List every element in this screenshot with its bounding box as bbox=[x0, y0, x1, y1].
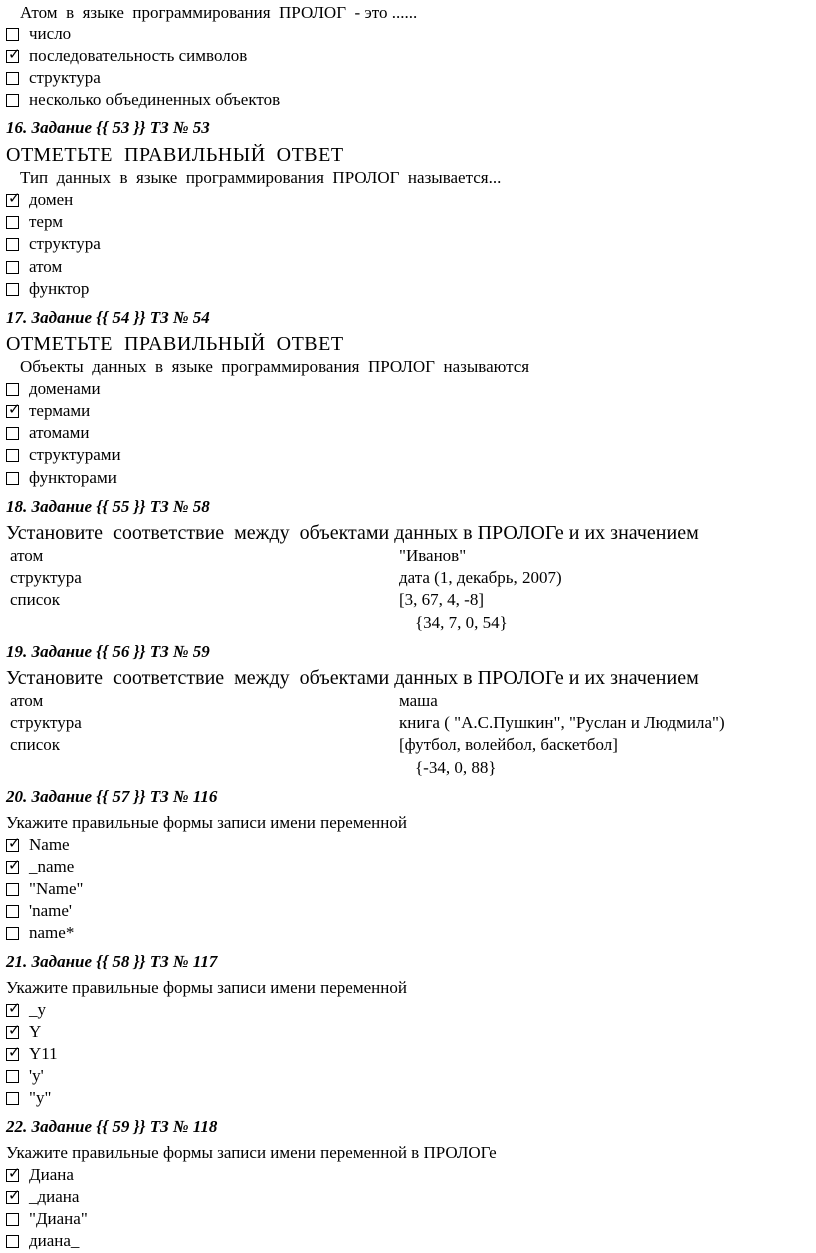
option[interactable] bbox=[6, 89, 280, 111]
option-label: "y" bbox=[29, 1088, 52, 1107]
option[interactable] bbox=[6, 467, 117, 489]
checkbox[interactable] bbox=[6, 1026, 19, 1039]
option[interactable] bbox=[6, 278, 89, 300]
option-label: термами bbox=[29, 401, 91, 420]
option[interactable] bbox=[6, 1087, 51, 1109]
checkbox[interactable] bbox=[6, 72, 19, 85]
match-left-item: структура bbox=[10, 568, 82, 587]
option[interactable] bbox=[6, 23, 71, 45]
option[interactable] bbox=[6, 189, 73, 211]
task-instruction: Установите соответствие между объектами данных в ПРОЛОГе и их значением bbox=[6, 522, 699, 544]
match-right-item: {34, 7, 0, 54} bbox=[415, 613, 508, 632]
match-left-item: атом bbox=[10, 691, 44, 710]
question-text: Атом в языке программирования ПРОЛОГ - это ...... bbox=[20, 3, 418, 22]
checkbox[interactable] bbox=[6, 861, 19, 874]
checkbox[interactable] bbox=[6, 194, 19, 207]
option-label: несколько объединенных объектов bbox=[29, 90, 281, 109]
option[interactable] bbox=[6, 856, 74, 878]
option[interactable] bbox=[6, 67, 101, 89]
option[interactable] bbox=[6, 400, 90, 422]
option-label: Y11 bbox=[29, 1044, 58, 1063]
option-label: _name bbox=[29, 857, 75, 876]
option[interactable] bbox=[6, 922, 74, 944]
option[interactable] bbox=[6, 1021, 41, 1043]
option-label: 'y' bbox=[29, 1066, 44, 1085]
option-label: структура bbox=[29, 234, 101, 253]
task-heading: 22. Задание {{ 59 }} ТЗ № 118 bbox=[6, 1117, 218, 1136]
option[interactable] bbox=[6, 878, 83, 900]
option-label: диана_ bbox=[29, 1231, 80, 1250]
task-instruction: ОТМЕТЬТЕ ПРАВИЛЬНЫЙ ОТВЕТ bbox=[6, 144, 344, 166]
match-right-item: "Иванов" bbox=[399, 546, 467, 565]
option[interactable] bbox=[6, 1230, 79, 1252]
option-label: атом bbox=[29, 257, 63, 276]
task-heading: 20. Задание {{ 57 }} ТЗ № 116 bbox=[6, 787, 218, 806]
option[interactable] bbox=[6, 1043, 58, 1065]
option-label: число bbox=[29, 24, 72, 43]
question-text: Тип данных в языке программирования ПРОЛОГ называется... bbox=[20, 168, 502, 187]
option[interactable] bbox=[6, 1065, 44, 1087]
checkbox[interactable] bbox=[6, 839, 19, 852]
checkbox[interactable] bbox=[6, 28, 19, 41]
option-label: терм bbox=[29, 212, 63, 231]
option[interactable] bbox=[6, 444, 121, 466]
option-label: функтор bbox=[29, 279, 90, 298]
task-heading: 18. Задание {{ 55 }} ТЗ № 58 bbox=[6, 497, 210, 516]
checkbox[interactable] bbox=[6, 238, 19, 251]
option-label: Диана bbox=[29, 1165, 74, 1184]
match-left-item: список bbox=[10, 735, 61, 754]
checkbox[interactable] bbox=[6, 283, 19, 296]
task-heading: 21. Задание {{ 58 }} ТЗ № 117 bbox=[6, 952, 218, 971]
match-right-item: {-34, 0, 88} bbox=[415, 758, 497, 777]
option-label: Y bbox=[29, 1022, 42, 1041]
option[interactable] bbox=[6, 1186, 79, 1208]
option-label: "Диана" bbox=[29, 1209, 88, 1228]
option[interactable] bbox=[6, 900, 72, 922]
match-left-item: атом bbox=[10, 546, 44, 565]
option[interactable] bbox=[6, 45, 247, 67]
option-label: домен bbox=[29, 190, 74, 209]
task-heading: 19. Задание {{ 56 }} ТЗ № 59 bbox=[6, 642, 210, 661]
option[interactable] bbox=[6, 233, 101, 255]
checkbox[interactable] bbox=[6, 927, 19, 940]
option-label: Name bbox=[29, 835, 70, 854]
checkbox[interactable] bbox=[6, 449, 19, 462]
option-label: атомами bbox=[29, 423, 90, 442]
option-label: "Name" bbox=[29, 879, 84, 898]
option-label: функторами bbox=[29, 468, 117, 487]
option[interactable] bbox=[6, 1208, 88, 1230]
option-label: name* bbox=[29, 923, 75, 942]
option-label: _y bbox=[29, 1000, 46, 1019]
checkbox[interactable] bbox=[6, 50, 19, 63]
question-text: Укажите правильные формы записи имени переменной в ПРОЛОГе bbox=[6, 1143, 497, 1162]
checkbox[interactable] bbox=[6, 1048, 19, 1061]
question-text: Объекты данных в языке программирования ПРОЛОГ называются bbox=[20, 357, 530, 376]
checkbox[interactable] bbox=[6, 1092, 19, 1105]
checkbox[interactable] bbox=[6, 1213, 19, 1226]
checkbox[interactable] bbox=[6, 1169, 19, 1182]
checkbox[interactable] bbox=[6, 405, 19, 418]
task-heading: 17. Задание {{ 54 }} ТЗ № 54 bbox=[6, 308, 210, 327]
checkbox[interactable] bbox=[6, 883, 19, 896]
option-label: _диана bbox=[29, 1187, 80, 1206]
option[interactable] bbox=[6, 834, 70, 856]
option-label: доменами bbox=[29, 379, 101, 398]
match-right-item: маша bbox=[399, 691, 438, 710]
task-instruction: ОТМЕТЬТЕ ПРАВИЛЬНЫЙ ОТВЕТ bbox=[6, 333, 344, 355]
checkbox[interactable] bbox=[6, 94, 19, 107]
checkbox[interactable] bbox=[6, 261, 19, 274]
match-right-item: дата (1, декабрь, 2007) bbox=[399, 568, 562, 587]
task-heading: 16. Задание {{ 53 }} ТЗ № 53 bbox=[6, 118, 210, 137]
question-text: Укажите правильные формы записи имени переменной bbox=[6, 813, 407, 832]
checkbox[interactable] bbox=[6, 427, 19, 440]
option-label: 'name' bbox=[29, 901, 72, 920]
task-instruction: Установите соответствие между объектами данных в ПРОЛОГе и их значением bbox=[6, 667, 699, 689]
match-left-item: структура bbox=[10, 713, 82, 732]
option-label: последовательность символов bbox=[29, 46, 248, 65]
checkbox[interactable] bbox=[6, 216, 19, 229]
option[interactable] bbox=[6, 256, 62, 278]
checkbox[interactable] bbox=[6, 383, 19, 396]
checkbox[interactable] bbox=[6, 1191, 19, 1204]
option-label: структурами bbox=[29, 445, 121, 464]
option[interactable] bbox=[6, 211, 63, 233]
option[interactable] bbox=[6, 999, 46, 1021]
checkbox[interactable] bbox=[6, 1070, 19, 1083]
question-text: Укажите правильные формы записи имени переменной bbox=[6, 978, 407, 997]
option[interactable] bbox=[6, 378, 101, 400]
option-label: структура bbox=[29, 68, 101, 87]
option[interactable] bbox=[6, 422, 90, 444]
checkbox[interactable] bbox=[6, 905, 19, 918]
option[interactable] bbox=[6, 1164, 74, 1186]
checkbox[interactable] bbox=[6, 1235, 19, 1248]
checkbox[interactable] bbox=[6, 472, 19, 485]
match-right-item: [3, 67, 4, -8] bbox=[399, 590, 484, 609]
match-right-item: книга ( "А.С.Пушкин", "Руслан и Людмила") bbox=[399, 713, 725, 732]
checkbox[interactable] bbox=[6, 1004, 19, 1017]
match-right-item: [футбол, волейбол, баскетбол] bbox=[399, 735, 618, 754]
match-left-item: список bbox=[10, 590, 61, 609]
